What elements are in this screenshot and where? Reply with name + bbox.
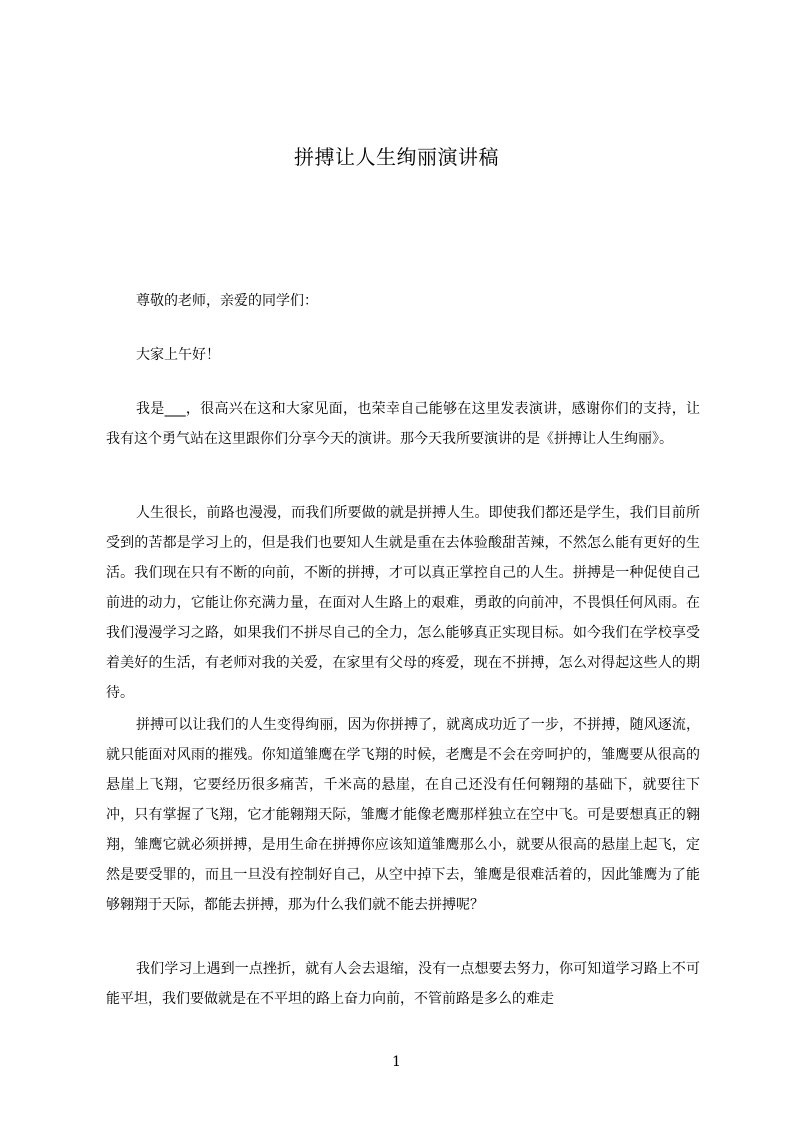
paragraph-eagle-analogy: 拼搏可以让我们的人生变得绚丽，因为你拼搏了，就离成功近了一步，不拼搏，随风逐流，就只能面对风雨的摧残。你知道雏鹰在学飞翔的时候，老鹰是不会在旁呵护的，雏鹰要从很高的悬崖上飞翔，它要经历很多痛苦，千米高的悬崖，在自己还没有任何翱翔的基础下，就要往下冲，只有掌握了飞翔，它才能翱翔天际，雏鹰才能像老鹰那样独立在空中飞。可是要想真正的翱翔，雏鹰它就必须拼搏，是用生命在拼搏你应该知道雏鹰那么小，就要从很高的悬崖上起飞，定然是要受罪的，而且一旦没有控制好自己，从空中掉下去，雏鹰是很难活着的，因此雏鹰为了能够翱翔于天际，都能去拼搏，那为什么我们就不能去拼搏呢？ (106, 717, 700, 913)
paragraph-introduction: 我是___，很高兴在这和大家见面，也荣幸自己能够在这里发表演讲，感谢你们的支持，让我有这个勇气站在这里跟你们分享今天的演讲。那今天我所要演讲的是《拼搏让人生绚丽》。 (106, 401, 700, 447)
paragraph-salutation: 尊敬的老师，亲爱的同学们： (136, 293, 318, 309)
document-title: 拼搏让人生绚丽演讲稿 (294, 145, 499, 169)
paragraph-greeting: 大家上午好！ (136, 347, 220, 363)
paragraph-study-setbacks: 我们学习上遇到一点挫折，就有人会去退缩，没有一点想要去努力，你可知道学习路上不可能平坦，我们要做就是在不平坦的路上奋力向前，不管前路是多么的难走 (106, 961, 700, 1007)
paragraph-life-struggle: 人生很长，前路也漫漫，而我们所要做的就是拼搏人生。即使我们都还是学生，我们目前所受到的苦都是学习上的，但是我们也要知人生就是重在去体验酸甜苦辣，不然怎么能有更好的生活。我们现在只有不断的向前，不断的拼搏，才可以真正掌控自己的人生。拼搏是一种促使自己前进的动力，它能让你充满力量，在面对人生路上的艰难，勇敢的向前冲，不畏惧任何风雨。在我们漫漫学习之路，如果我们不拼尽自己的全力，怎么能够真正实现目标。如今我们在学校享受着美好的生活，有老师对我的关爱，在家里有父母的疼爱，现在不拼搏，怎么对得起这些人的期待。 (106, 505, 700, 701)
page-number: 1 (392, 1054, 401, 1070)
